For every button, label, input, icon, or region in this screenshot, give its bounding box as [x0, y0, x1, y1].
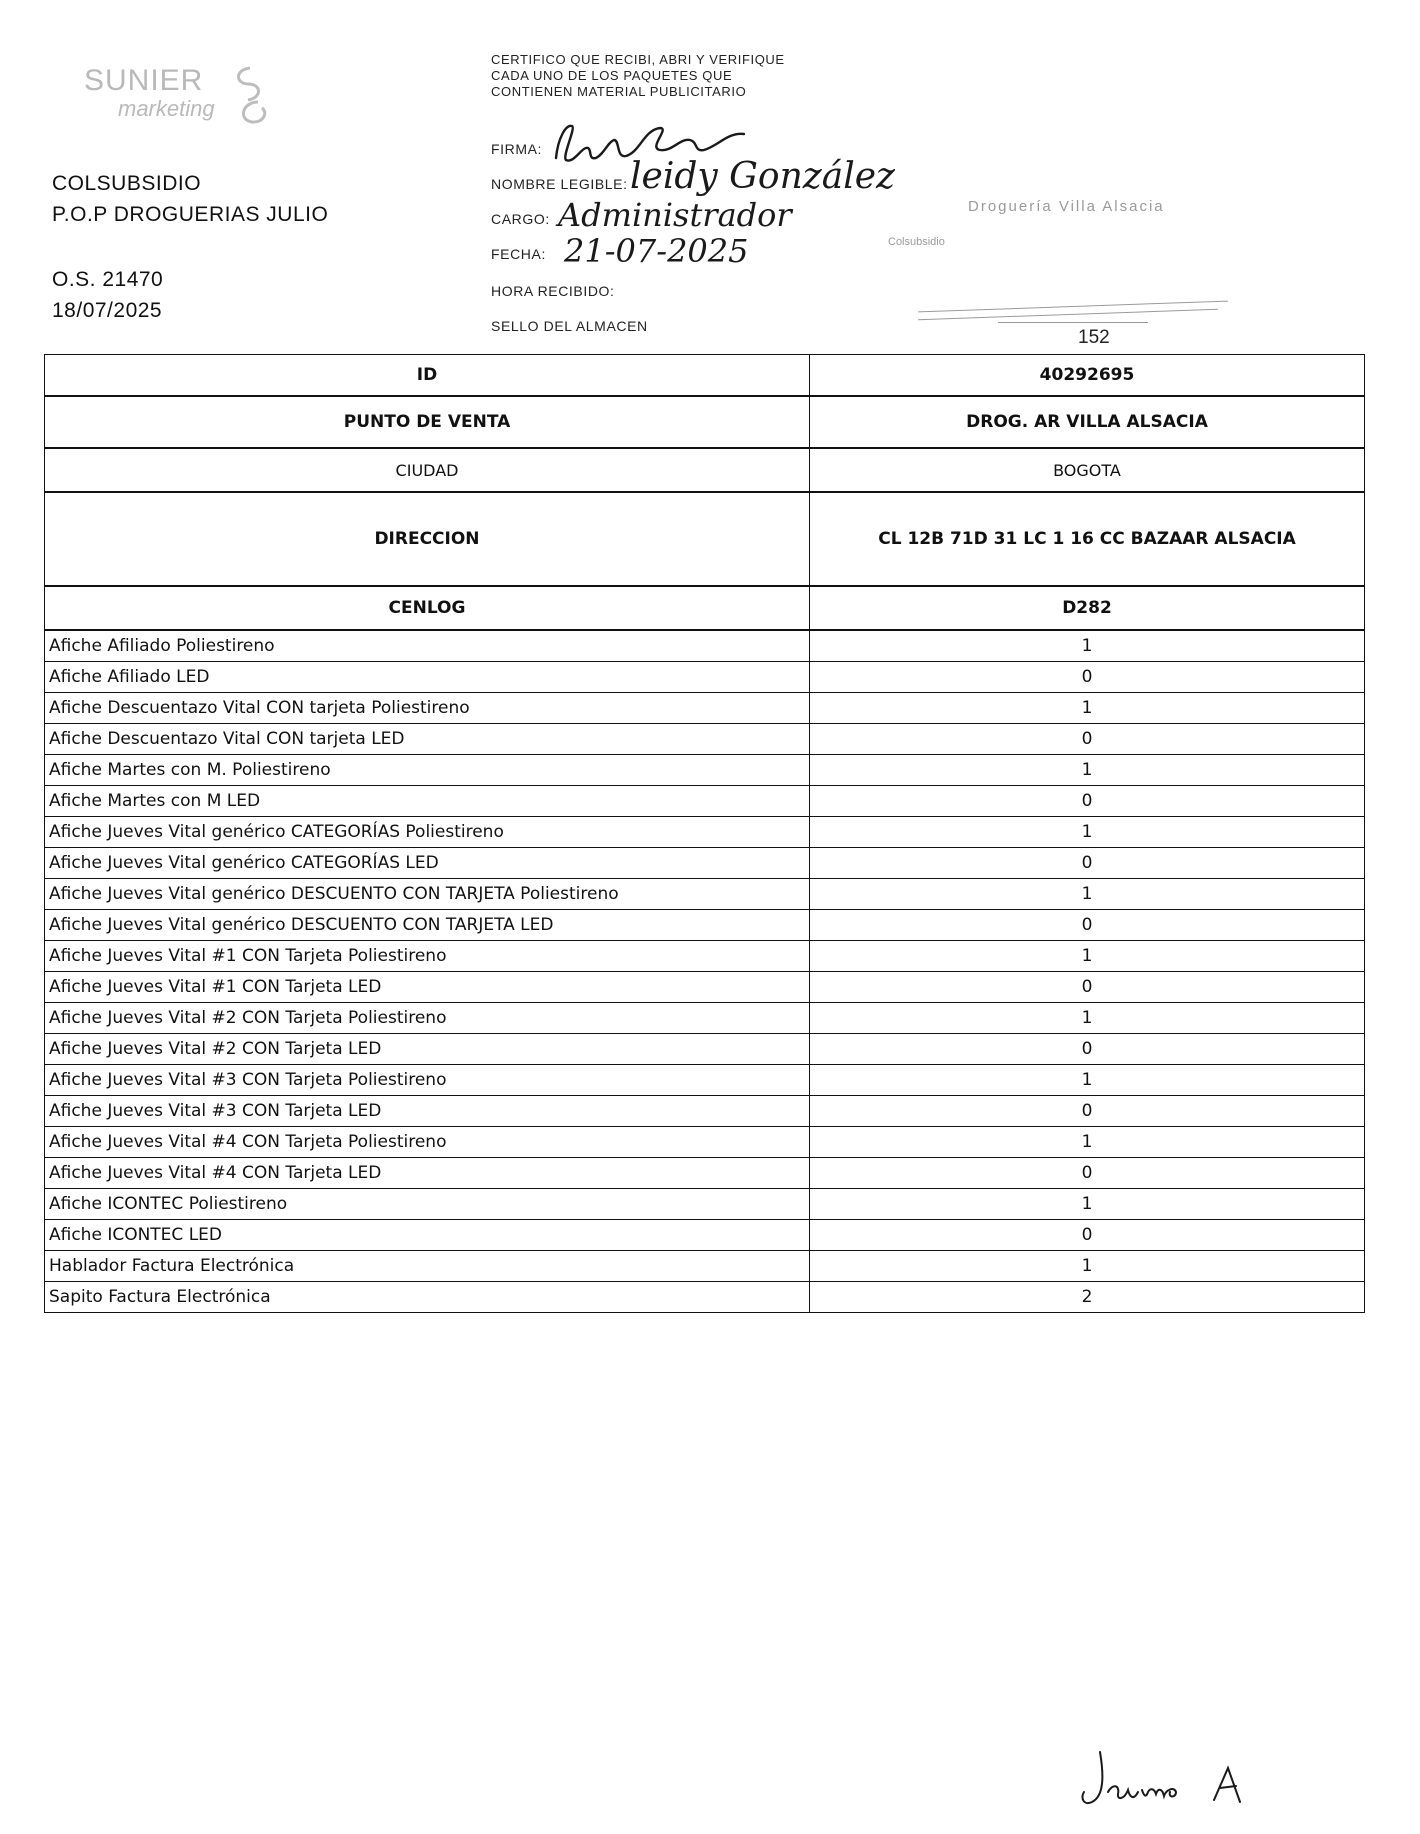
- header-value: BOGOTA: [810, 448, 1365, 492]
- header-value: D282: [810, 586, 1365, 630]
- item-quantity: 1: [810, 1251, 1365, 1282]
- client-name: COLSUBSIDIO: [52, 172, 202, 195]
- item-quantity: 0: [810, 724, 1365, 755]
- item-name: Afiche Afiliado Poliestireno: [45, 630, 810, 662]
- item-quantity: 0: [810, 972, 1365, 1003]
- header-label: ID: [45, 355, 810, 397]
- item-quantity: 0: [810, 786, 1365, 817]
- table-row: [45, 1096, 1365, 1127]
- table-row: [45, 1189, 1365, 1220]
- table-row: [45, 1065, 1365, 1096]
- table-row: [45, 972, 1365, 1003]
- table-row: [45, 662, 1365, 693]
- cargo-label: CARGO:: [491, 211, 550, 227]
- item-quantity: 0: [810, 1220, 1365, 1251]
- table-row: [45, 724, 1365, 755]
- stamp-number: 152: [1078, 327, 1110, 348]
- logo-line-2: marketing: [118, 96, 215, 121]
- company-logo: [78, 58, 268, 130]
- table-row: [45, 755, 1365, 786]
- item-name: Sapito Factura Electrónica: [45, 1282, 810, 1313]
- item-quantity: 1: [810, 693, 1365, 724]
- table-row: [45, 941, 1365, 972]
- nombre-label: NOMBRE LEGIBLE:: [491, 176, 628, 192]
- item-name: Afiche Jueves Vital #1 CON Tarjeta LED: [45, 972, 810, 1003]
- table-row: [45, 1034, 1365, 1065]
- header-value: 40292695: [810, 355, 1365, 397]
- nombre-value: leidy González: [630, 156, 895, 197]
- table-row: [45, 693, 1365, 724]
- delivery-table: [44, 354, 1365, 1313]
- header-value: CL 12B 71D 31 LC 1 16 CC BAZAAR ALSACIA: [810, 492, 1365, 586]
- item-quantity: 1: [810, 1127, 1365, 1158]
- item-quantity: 1: [810, 1003, 1365, 1034]
- header-row: [45, 586, 1365, 630]
- header-row: [45, 448, 1365, 492]
- item-name: Afiche Jueves Vital #2 CON Tarjeta LED: [45, 1034, 810, 1065]
- store-stamp: [888, 190, 1248, 348]
- campaign-name: P.O.P DROGUERIAS JULIO: [52, 203, 329, 226]
- order-date: 18/07/2025: [52, 299, 163, 322]
- table-row: [45, 848, 1365, 879]
- sello-label: SELLO DEL ALMACEN: [491, 318, 648, 334]
- item-name: Afiche Jueves Vital genérico DESCUENTO CON TARJETA Poliestireno: [45, 879, 810, 910]
- stamp-store-name: Droguería Villa Alsacia: [968, 198, 1165, 215]
- order-number: O.S. 21470: [52, 268, 164, 291]
- header-row: [45, 492, 1365, 586]
- item-name: Afiche Jueves Vital #3 CON Tarjeta Poliestireno: [45, 1065, 810, 1096]
- item-name: Afiche Descuentazo Vital CON tarjeta Poliestireno: [45, 693, 810, 724]
- item-quantity: 1: [810, 630, 1365, 662]
- table-row: [45, 630, 1365, 662]
- item-quantity: 0: [810, 1034, 1365, 1065]
- firma-label: FIRMA:: [491, 141, 543, 157]
- item-name: Hablador Factura Electrónica: [45, 1251, 810, 1282]
- item-name: Afiche ICONTEC Poliestireno: [45, 1189, 810, 1220]
- item-quantity: 0: [810, 1096, 1365, 1127]
- table-row: [45, 1220, 1365, 1251]
- item-name: Afiche Jueves Vital #3 CON Tarjeta LED: [45, 1096, 810, 1127]
- cargo-value: Administrador: [558, 196, 792, 234]
- item-name: Afiche ICONTEC LED: [45, 1220, 810, 1251]
- stamp-small-text: Colsubsidio: [888, 236, 945, 248]
- item-quantity: 0: [810, 848, 1365, 879]
- table-row: [45, 1127, 1365, 1158]
- header-label: PUNTO DE VENTA: [45, 396, 810, 448]
- item-name: Afiche Afiliado LED: [45, 662, 810, 693]
- header-label: CENLOG: [45, 586, 810, 630]
- fecha-value: 21-07-2025: [564, 232, 749, 270]
- item-quantity: 1: [810, 941, 1365, 972]
- footer-signature-icon: [1078, 1746, 1258, 1816]
- logo-swirl-icon: [228, 62, 270, 126]
- table-row: [45, 910, 1365, 941]
- item-quantity: 1: [810, 879, 1365, 910]
- item-quantity: 1: [810, 1189, 1365, 1220]
- item-name: Afiche Martes con M LED: [45, 786, 810, 817]
- table-row: [45, 1003, 1365, 1034]
- item-name: Afiche Descuentazo Vital CON tarjeta LED: [45, 724, 810, 755]
- item-name: Afiche Jueves Vital #4 CON Tarjeta LED: [45, 1158, 810, 1189]
- certification-text: CERTIFICO QUE RECIBI, ABRI Y VERIFIQUE CADA UNO DE LOS PAQUETES QUE CONTIENEN MATERIAL PUBLICITARIO: [491, 52, 785, 99]
- item-quantity: 0: [810, 1158, 1365, 1189]
- item-quantity: 1: [810, 1065, 1365, 1096]
- item-quantity: 1: [810, 755, 1365, 786]
- table-row: [45, 1282, 1365, 1313]
- table-row: [45, 1251, 1365, 1282]
- header-label: CIUDAD: [45, 448, 810, 492]
- table-row: [45, 879, 1365, 910]
- table-row: [45, 817, 1365, 848]
- header-label: DIRECCION: [45, 492, 810, 586]
- item-quantity: 0: [810, 910, 1365, 941]
- table-row: [45, 1158, 1365, 1189]
- item-name: Afiche Jueves Vital #4 CON Tarjeta Poliestireno: [45, 1127, 810, 1158]
- header-value: DROG. AR VILLA ALSACIA: [810, 396, 1365, 448]
- item-quantity: 1: [810, 817, 1365, 848]
- header-row: [45, 355, 1365, 397]
- logo-line-1: SUNIER: [84, 64, 204, 97]
- item-name: Afiche Jueves Vital genérico CATEGORÍAS Poliestireno: [45, 817, 810, 848]
- item-name: Afiche Martes con M. Poliestireno: [45, 755, 810, 786]
- fecha-label: FECHA:: [491, 246, 546, 262]
- table-row: [45, 786, 1365, 817]
- item-name: Afiche Jueves Vital genérico DESCUENTO CON TARJETA LED: [45, 910, 810, 941]
- hora-label: HORA RECIBIDO:: [491, 283, 615, 299]
- item-quantity: 0: [810, 662, 1365, 693]
- item-name: Afiche Jueves Vital #1 CON Tarjeta Poliestireno: [45, 941, 810, 972]
- item-name: Afiche Jueves Vital #2 CON Tarjeta Poliestireno: [45, 1003, 810, 1034]
- item-quantity: 2: [810, 1282, 1365, 1313]
- item-name: Afiche Jueves Vital genérico CATEGORÍAS LED: [45, 848, 810, 879]
- header-row: [45, 396, 1365, 448]
